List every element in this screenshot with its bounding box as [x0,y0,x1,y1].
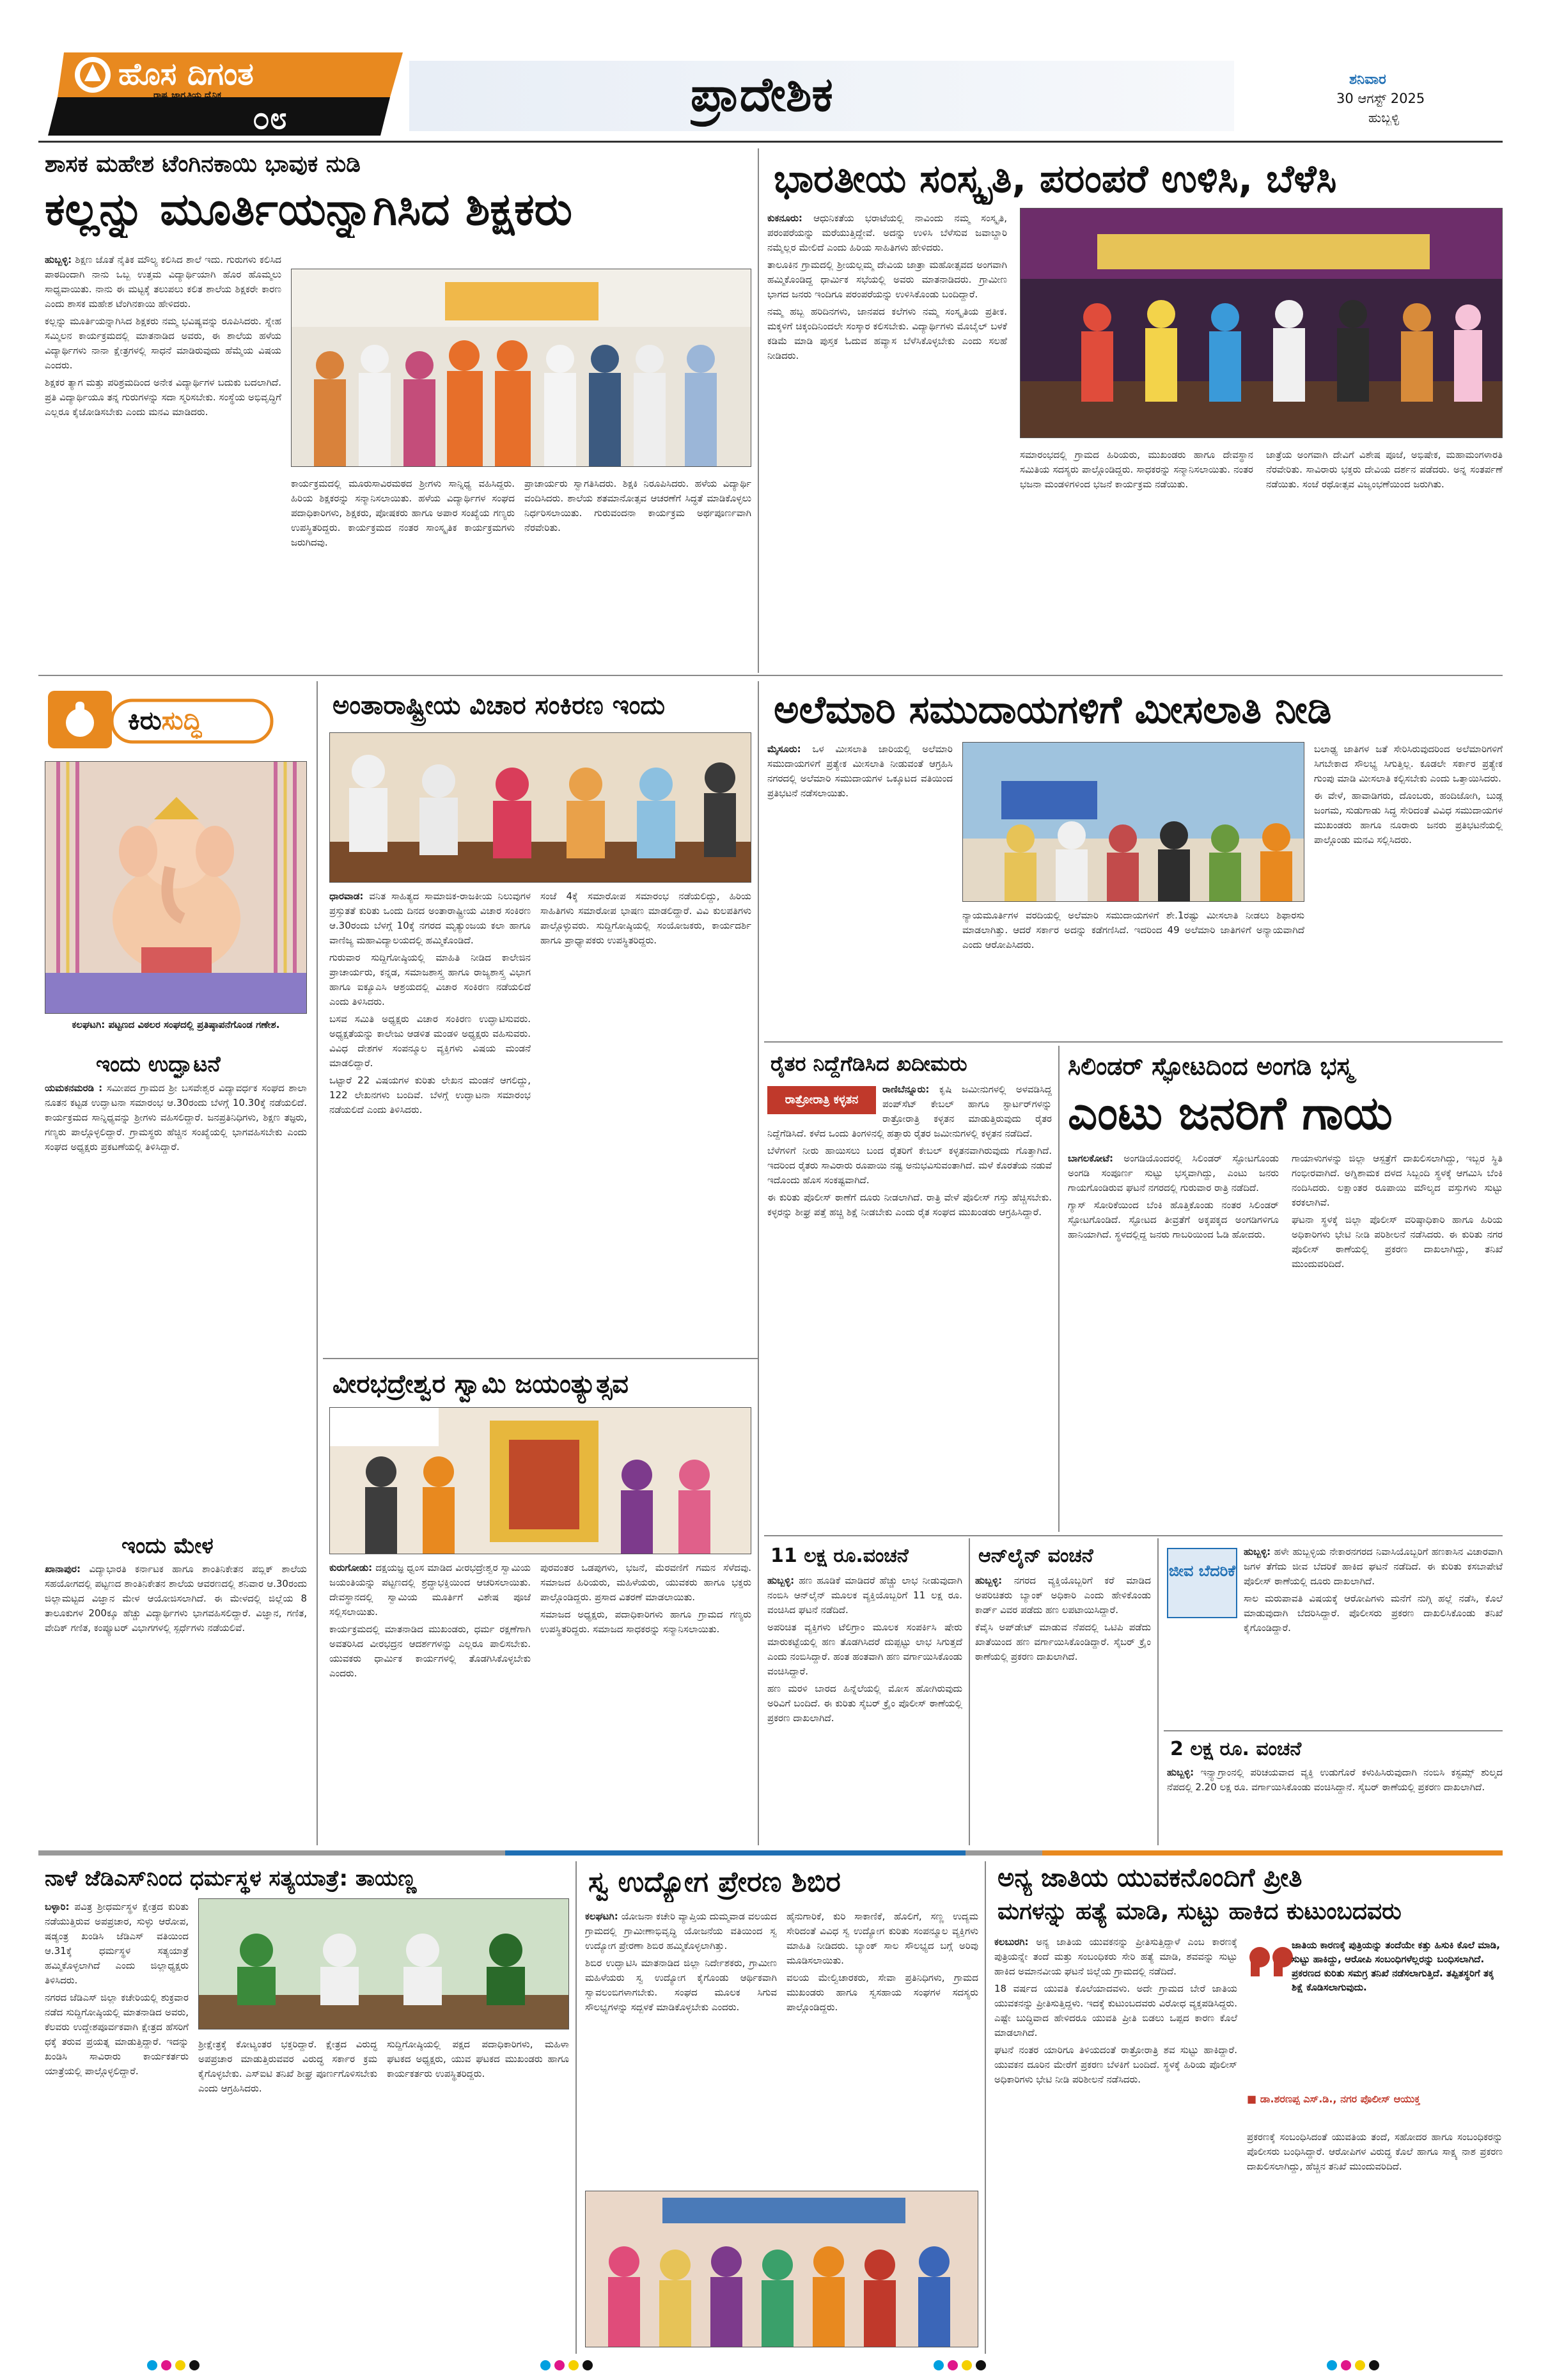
masthead-rule [38,141,1503,143]
s2-col1: ಕುಕನೂರು: ಆಧುನಿಕತೆಯ ಭರಾಟೆಯಲ್ಲಿ ನಾವಿಂದು ನಮ್ಮ ಸಂಸ್ಕೃತಿ, ಪರಂಪರೆಯನ್ನು ಮರೆಯುತ್ತಿದ್ದೇವೆ. ಅದನ್ನು ಉಳಿಸಿ ಬೆಳೆಸುವ ಜವಾಬ್ದಾರಿ ನಮ್ಮೆಲ್ಲರ ಮೇಲಿದೆ ಎಂದು ಹಿರಿಯ ಸಾಹಿತಿಗಳು ಹೇಳಿದರು. ತಾಲೂಕಿನ ಗ್ರಾಮದಲ್ಲಿ ಶ್ರೀಯಲ್ಲಮ್ಮ ದೇವಿಯ ಜಾತ್ರಾ ಮಹೋತ್ಸವದ ಅಂಗವಾಗಿ ಹಮ್ಮಿಕೊಂಡಿದ್ದ ಧಾರ್ಮಿಕ ಸಭೆಯಲ್ಲಿ ಅವರು ಮಾತನಾಡಿದರು. ಗ್ರಾಮೀಣ ಭಾಗದ ಜನರು ಇಂದಿಗೂ ಪರಂಪರೆಯನ್ನು ಉಳಿಸಿಕೊಂಡು ಬಂದಿದ್ದಾರೆ. ನಮ್ಮ ಹಬ್ಬ ಹರಿದಿನಗಳು, ಜಾನಪದ ಕಲೆಗಳು ನಮ್ಮ ಸಂಸ್ಕೃತಿಯ ಪ್ರತೀಕ. ಮಕ್ಕಳಿಗೆ ಚಿಕ್ಕಂದಿನಿಂದಲೇ ಸಂಸ್ಕಾರ ಕಲಿಸಬೇಕು. ವಿದ್ಯಾರ್ಥಿಗಳು ಮೊಬೈಲ್ ಬಳಕೆ ಕಡಿಮೆ ಮಾಡಿ ಪುಸ್ತಕ ಓದುವ ಹವ್ಯಾಸ ಬೆಳೆಸಿಕೊಳ್ಳಬೇಕು ಎಂದು ಸಲಹೆ ನೀಡಿದರು. [767,212,1007,361]
s3-title: ಅಂತಾರಾಷ್ಟ್ರೀಯ ವಿಚಾರ ಸಂಕಿರಣ ಇಂದು [332,691,665,720]
s6-title: ಎಂಟು ಜನರಿಗೆ ಗಾಯ [1068,1086,1393,1140]
s11-dateline: ಹುಬ್ಬಳ್ಳಿ: [1167,1767,1194,1778]
s1-photo-illustration [292,269,751,467]
rule-h3 [764,1041,1503,1043]
rule-h2 [323,1358,758,1359]
s10-box: ಜೀವ ಬೆದರಿಕೆ [1167,1548,1237,1618]
s1-col1: ಹುಬ್ಬಳ್ಳಿ: ಶಿಕ್ಷಣ ಜೊತೆ ನೈತಿಕ ಮೌಲ್ಯ ಕಲಿಸಿದ ಶಾಲೆ ಇದು. ಗುರುಗಳು ಕಲಿಸಿದ ಪಾಠದಿಂದಾಗಿ ನಾನು ಒಬ್ಬ ಉತ್ತಮ ವಿದ್ಯಾರ್ಥಿಯಾಗಿ ಹೊರ ಹೊಮ್ಮಲು ಸಾಧ್ಯವಾಯಿತು. ನಾನು ಈ ಮಟ್ಟಕ್ಕೆ ತಲುಪಲು ಕಲಿತ ಶಾಲೆಯ ಶಿಕ್ಷಕರೇ ಕಾರಣ ಎಂದು ಶಾಸಕ ಮಹೇಶ ಟೆಂಗಿನಕಾಯಿ ಹೇಳಿದರು. ಕಲ್ಲನ್ನು ಮೂರ್ತಿಯನ್ನಾಗಿಸಿದ ಶಿಕ್ಷಕರು ನಮ್ಮ ಭವಿಷ್ಯವನ್ನು ರೂಪಿಸಿದರು. ಸ್ನೇಹ ಸಮ್ಮಿಲನ ಕಾರ್ಯಕ್ರಮದಲ್ಲಿ ಮಾತನಾಡಿದ ಅವರು, ಈ ಶಾಲೆಯ ಹಳೆಯ ವಿದ್ಯಾರ್ಥಿಗಳು ನಾನಾ ಕ್ಷೇತ್ರಗಳಲ್ಲಿ ಸಾಧನೆ ಮಾಡಿರುವುದು ಹೆಮ್ಮೆಯ ವಿಷಯ ಎಂದರು. ಶಿಕ್ಷಕರ ತ್ಯಾಗ ಮತ್ತು ಪರಿಶ್ರಮದಿಂದ ಅನೇಕ ವಿದ್ಯಾರ್ಥಿಗಳ ಬದುಕು ಬದಲಾಗಿದೆ. ಪ್ರತಿ ವಿದ್ಯಾರ್ಥಿಯೂ ತನ್ನ ಗುರುಗಳನ್ನು ಸದಾ ಸ್ಮರಿಸಬೇಕು. ಸಂಸ್ಥೆಯ ಅಭಿವೃದ್ಧಿಗೆ ಎಲ್ಲರೂ ಕೈಜೋಡಿಸಬೇಕು ಎಂದು ಮನವಿ ಮಾಡಿದರು. [45,254,281,418]
s13-title: ಸ್ವ ಉದ್ಯೋಗ ಪ್ರೇರಣ ಶಿಬಿರ [588,1866,841,1898]
s9-title: ಆನ್‌ಲೈನ್ ವಂಚನೆ [978,1545,1093,1567]
s1-col3: ಪ್ರಾಚಾರ್ಯರು ಸ್ವಾಗತಿಸಿದರು. ಶಿಕ್ಷಕಿ ನಿರೂಪಿಸಿದರು. ಹಳೆಯ ವಿದ್ಯಾರ್ಥಿ ವಂದಿಸಿದರು. ಶಾಲೆಯ ಶತಮಾನೋತ್ಸವ ಆಚರಣೆಗೆ ಸಿದ್ಧತೆ ಮಾಡಿಕೊಳ್ಳಲು ನಿರ್ಧರಿಸಲಾಯಿತು. ಗುರುವಂದನಾ ಕಾರ್ಯಕ್ರಮ ಅರ್ಥಪೂರ್ಣವಾಗಿ ನೆರವೇರಿತು. [524,478,751,533]
quote-mark-icon [1247,1938,1298,1983]
s5-box: ರಾತ್ರೋರಾತ್ರಿ ಕಳ್ಳತನ [767,1086,876,1114]
registration-dots-left [147,2360,199,2370]
s14-col2: ಪ್ರಕರಣಕ್ಕೆ ಸಂಬಂಧಿಸಿದಂತೆ ಯುವತಿಯ ತಂದೆ, ಸಹೋದರ ಹಾಗೂ ಸಂಬಂಧಿಕರನ್ನು ಪೊಲೀಸರು ಬಂಧಿಸಿದ್ದಾರೆ. ಆರೋಪಿಗಳ ವಿರುದ್ಧ ಕೊಲೆ ಹಾಗೂ ಸಾಕ್ಷ್ಯ ನಾಶ ಪ್ರಕರಣ ದಾಖಲಿಸಲಾಗಿದ್ದು, ಹೆಚ್ಚಿನ ತನಿಖೆ ಮುಂದುವರಿದಿದೆ. [1247,2131,1503,2172]
registration-dots-mid [540,2360,593,2370]
s10-dateline: ಹುಬ್ಬಳ್ಳಿ: [1244,1546,1271,1557]
s14-dateline: ಕಲಬುರಗಿ: [994,1936,1029,1948]
s7-title: ವೀರಭದ್ರೇಶ್ವರ ಸ್ವಾಮಿ ಜಯಂತ್ಯುತ್ಸವ [332,1369,629,1399]
band-grey-left [38,1850,505,1856]
rule-v6 [1157,1538,1159,1845]
s2-col2: ಸಮಾರಂಭದಲ್ಲಿ ಗ್ರಾಮದ ಹಿರಿಯರು, ಮುಖಂಡರು ಹಾಗೂ ದೇವಸ್ಥಾನ ಸಮಿತಿಯ ಸದಸ್ಯರು ಪಾಲ್ಗೊಂಡಿದ್ದರು. ಸಾಧಕರನ್ನು ಸನ್ಮಾನಿಸಲಾಯಿತು. ನಂತರ ಭಜನಾ ಮಂಡಳಿಗಳಿಂದ ಭಜನೆ ಕಾರ್ಯಕ್ರಮ ನಡೆಯಿತು. [1020,449,1253,490]
s4-dateline: ಮೈಸೂರು: [767,743,801,755]
s3-photo [329,732,751,883]
s7-dateline: ಕುರುಗೋಡು: [329,1562,373,1573]
quote-square-icon: ■ [1247,2093,1260,2105]
day-label: ಶನಿವಾರ [1349,72,1386,88]
rule-v2 [317,681,318,1845]
s11-title: 2 ಲಕ್ಷ ರೂ. ವಂಚನೆ [1170,1738,1302,1760]
s4-photo-illustration [963,743,1304,902]
rule-v8 [985,1861,986,2354]
rule-h5 [1164,1730,1503,1731]
s3-col2: ಸಂಜೆ 4ಕ್ಕೆ ಸಮಾರೋಪ ಸಮಾರಂಭ ನಡೆಯಲಿದ್ದು, ಹಿರಿಯ ಸಾಹಿತಿಗಳು ಸಮಾರೋಪ ಭಾಷಣ ಮಾಡಲಿದ್ದಾರೆ. ವಿವಿ ಕುಲಪತಿಗಳು ಪಾಲ್ಗೊಳ್ಳುವರು. ಸುದ್ದಿಗೋಷ್ಠಿಯಲ್ಲಿ ಸಂಯೋಜಕರು, ಕಾರ್ಯದರ್ಶಿ ಹಾಗೂ ಪ್ರಾಧ್ಯಾಪಕರು ಉಪಸ್ಥಿತರಿದ್ದರು. [540,890,751,946]
s4-col1: ಮೈಸೂರು: ಒಳ ಮೀಸಲಾತಿ ಜಾರಿಯಲ್ಲಿ ಅಲೆಮಾರಿ ಸಮುದಾಯಗಳಿಗೆ ಪ್ರತ್ಯೇಕ ಮೀಸಲಾತಿ ನೀಡುವಂತೆ ಆಗ್ರಹಿಸಿ ನಗರದಲ್ಲಿ ಅಲೆಮಾರಿ ಸಮುದಾಯಗಳ ಒಕ್ಕೂಟದ ವತಿಯಿಂದ ಪ್ರತಿಭಟನೆ ನಡೆಸಲಾಯಿತು. [767,743,953,799]
rule-h4 [764,1535,1503,1536]
kiru-photo [45,761,307,1014]
kiru-caption-place: ಕಲಘಟಗಿ: [72,1019,106,1030]
s1-dateline: ಹುಬ್ಬಳ್ಳಿ: [45,254,72,265]
kiru-label-b: ಸುದ್ಧಿ [161,706,202,736]
s6-kicker: ಸಿಲಿಂಡರ್ ಸ್ಫೋಟದಿಂದ ಅಂಗಡಿ ಭಸ್ಮ [1068,1052,1353,1080]
s4-col3: ಬಲಾಢ್ಯ ಜಾತಿಗಳ ಜತೆ ಸೇರಿಸಿರುವುದರಿಂದ ಅಲೆಮಾರಿಗಳಿಗೆ ಸಿಗಬೇಕಾದ ಸೌಲಭ್ಯ ಸಿಗುತ್ತಿಲ್ಲ. ಕೂಡಲೇ ಸರ್ಕಾರ ಪ್ರತ್ಯೇಕ ಗುಂಪು ಮಾಡಿ ಮೀಸಲಾತಿ ಕಲ್ಪಿಸಬೇಕು ಎಂದು ಒತ್ತಾಯಿಸಿದರು. ಈ ವೇಳೆ, ಹಾವಾಡಿಗರು, ದೊಂಬರು, ಹಂದಿಜೋಗಿ, ಬುಡ್ಗ ಜಂಗಮ, ಸುಡುಗಾಡು ಸಿದ್ಧ ಸೇರಿದಂತೆ ವಿವಿಧ ಸಮುದಾಯಗಳ ಮುಖಂಡರು ಹಾಗೂ ನೂರಾರು ಜನರು ಪ್ರತಿಭಟನೆಯಲ್ಲಿ ಪಾಲ್ಗೊಂಡು ಮನವಿ ಸಲ್ಲಿಸಿದರು. [1314,743,1503,846]
band-orange [1042,1850,1503,1856]
s7-photo [329,1407,751,1554]
s4-col2: ನ್ಯಾಯಮೂರ್ತಿಗಳ ವರದಿಯಲ್ಲಿ ಅಲೆಮಾರಿ ಸಮುದಾಯಗಳಿಗೆ ಶೇ.1ರಷ್ಟು ಮೀಸಲಾತಿ ನೀಡಲು ಶಿಫಾರಸು ಮಾಡಲಾಗಿತ್ತು. ಆದರೆ ಸರ್ಕಾರ ಅದನ್ನು ಕಡೆಗಣಿಸಿದೆ. ಇದರಿಂದ 49 ಅಲೆಮಾರಿ ಜಾತಿಗಳಿಗೆ ಅನ್ಯಾಯವಾಗಿದೆ ಎಂದು ಆರೋಪಿಸಿದರು. [962,910,1304,950]
s13-photo-illustration [586,2191,978,2347]
kiru-h1: ಇಂದು ಉದ್ಘಾಟನೆ [96,1052,221,1077]
s2-photo-illustration [1021,209,1503,438]
logo-text: ಹೊಸ ದಿಗಂತ [118,56,254,92]
kiru-logo [45,688,281,752]
s12-col3: ಸುದ್ದಿಗೋಷ್ಠಿಯಲ್ಲಿ ಪಕ್ಷದ ಪದಾಧಿಕಾರಿಗಳು, ಮಹಿಳಾ ಘಟಕದ ಅಧ್ಯಕ್ಷರು, ಯುವ ಘಟಕದ ಮುಖಂಡರು ಹಾಗೂ ಕಾರ್ಯಕರ್ತರು ಉಪಸ್ಥಿತರಿದ್ದರು. [387,2038,569,2079]
section-title: ಪ್ರಾದೇಶಿಕ [691,67,833,122]
s1-col2: ಕಾರ್ಯಕ್ರಮದಲ್ಲಿ ಮೂರುಸಾವಿರಮಠದ ಶ್ರೀಗಳು ಸಾನ್ನಿಧ್ಯ ವಹಿಸಿದ್ದರು. ಹಿರಿಯ ಶಿಕ್ಷಕರನ್ನು ಸನ್ಮಾನಿಸಲಾಯಿತು. ಹಳೆಯ ವಿದ್ಯಾರ್ಥಿಗಳ ಸಂಘದ ಪದಾಧಿಕಾರಿಗಳು, ಶಿಕ್ಷಕರು, ಪೋಷಕರು ಹಾಗೂ ಅಪಾರ ಸಂಖ್ಯೆಯ ಗಣ್ಯರು ಉಪಸ್ಥಿತರಿದ್ದರು. ಕಾರ್ಯಕ್ರಮದ ನಂತರ ಸಾಂಸ್ಕೃತಿಕ ಕಾರ್ಯಕ್ರಮಗಳು ಜರುಗಿದವು. [291,478,515,548]
s14-quote-box [1247,1938,1503,2124]
s8-title: 11 ಲಕ್ಷ ರೂ.ವಂಚನೆ [770,1545,909,1567]
s5-title: ರೈತರ ನಿದ್ದೆಗೆಡಿಸಿದ ಖದೀಮರು [770,1052,967,1076]
kiru-caption: ಕಲಘಟಗಿ: ಪಟ್ಟಣದ ವಿಠಲರ ಸಂಘದಲ್ಲಿ ಪ್ರತಿಷ್ಠಾಪನೆಗೊಂಡ ಗಣೇಶ. [72,1019,280,1030]
s5-dateline: ರಾಣಿಬೆನ್ನೂರು: [882,1084,930,1095]
s13-col2: ಹೈನುಗಾರಿಕೆ, ಕುರಿ ಸಾಕಾಣಿಕೆ, ಹೊಲಿಗೆ, ಸಣ್ಣ ಉದ್ಯಮ ಸೇರಿದಂತೆ ವಿವಿಧ ಸ್ವ ಉದ್ಯೋಗ ಕುರಿತು ಸಂಪನ್ಮೂಲ ವ್ಯಕ್ತಿಗಳು ಮಾಹಿತಿ ನೀಡಿದರು. ಬ್ಯಾಂಕ್ ಸಾಲ ಸೌಲಭ್ಯದ ಬಗ್ಗೆ ಅರಿವು ಮೂಡಿಸಲಾಯಿತು. ವಲಯ ಮೇಲ್ವಿಚಾರಕರು, ಸೇವಾ ಪ್ರತಿನಿಧಿಗಳು, ಗ್ರಾಮದ ಮುಖಂಡರು ಹಾಗೂ ಸ್ವಸಹಾಯ ಸಂಘಗಳ ಸದಸ್ಯರು ಪಾಲ್ಗೊಂಡಿದ್ದರು. [786,1911,978,2013]
s12-photo [198,1898,569,2029]
kiru-h2: ಇಂದು ಮೇಳ [121,1533,214,1559]
s2-photo [1020,208,1503,438]
s14-title-2: ಮಗಳನ್ನು ಹತ್ಯೆ ಮಾಡಿ, ಸುಟ್ಟು ಹಾಕಿದ ಕುಟುಂಬದವರು [997,1898,1402,1925]
s13-dateline: ಕಲಘಟಗಿ: [585,1911,618,1922]
kiru-t1: ಯಮಕನಮರಡಿ : ಸಮೀಪದ ಗ್ರಾಮದ ಶ್ರೀ ಬಸವೇಶ್ವರ ವಿದ್ಯಾವರ್ಧಕ ಸಂಘದ ಶಾಲಾ ನೂತನ ಕಟ್ಟಡ ಉದ್ಘಾಟನಾ ಸಮಾರಂಭ ಆ.30ರಂದು ಬೆಳಗ್ಗೆ 10.30ಕ್ಕೆ ನಡೆಯಲಿದೆ. ಕಾರ್ಯಕ್ರಮದ ಸಾನ್ನಿಧ್ಯವನ್ನು ಶ್ರೀಗಳು ವಹಿಸಲಿದ್ದಾರೆ. ಜನಪ್ರತಿನಿಧಿಗಳು, ಶಿಕ್ಷಣ ತಜ್ಞರು, ಗಣ್ಯರು ಪಾಲ್ಗೊಳ್ಳಲಿದ್ದಾರೆ. ಗ್ರಾಮಸ್ಥರು ಹೆಚ್ಚಿನ ಸಂಖ್ಯೆಯಲ್ಲಿ ಭಾಗವಹಿಸಬೇಕು ಎಂದು ಸಂಘದ ಅಧ್ಯಕ್ಷರು ಪ್ರಕಟಣೆಯಲ್ಲಿ ತಿಳಿಸಿದ್ದಾರೆ. [45,1082,307,1153]
s6-col1: ಬಾಗಲಕೋಟೆ: ಅಂಗಡಿಯೊಂದರಲ್ಲಿ ಸಿಲಿಂಡರ್ ಸ್ಫೋಟಗೊಂಡು ಅಂಗಡಿ ಸಂಪೂರ್ಣ ಸುಟ್ಟು ಭಸ್ಮವಾಗಿದ್ದು, ಎಂಟು ಜನರು ಗಾಯಗೊಂಡಿರುವ ಘಟನೆ ನಗರದಲ್ಲಿ ಗುರುವಾರ ರಾತ್ರಿ ನಡೆದಿದೆ. ಗ್ಯಾಸ್ ಸೋರಿಕೆಯಿಂದ ಬೆಂಕಿ ಹೊತ್ತಿಕೊಂಡು ನಂತರ ಸಿಲಿಂಡರ್ ಸ್ಫೋಟಗೊಂಡಿದೆ. ಸ್ಫೋಟದ ತೀವ್ರತೆಗೆ ಅಕ್ಕಪಕ್ಕದ ಅಂಗಡಿಗಳಿಗೂ ಹಾನಿಯಾಗಿದೆ. ಸ್ಥಳದಲ್ಲಿದ್ದ ಜನರು ಗಾಬರಿಯಿಂದ ಓಡಿ ಹೋದರು. [1068,1153,1279,1240]
s3-dateline: ಧಾರವಾಡ: [329,890,364,902]
kiru-t2: ಖಾನಾಪುರ: ವಿದ್ಯಾಭಾರತಿ ಕರ್ನಾಟಕ ಹಾಗೂ ಶಾಂತಿನಿಕೇತನ ಪಬ್ಲಿಕ್ ಶಾಲೆಯ ಸಹಯೋಗದಲ್ಲಿ ಪಟ್ಟಣದ ಶಾಂತಿನಿಕೇತನ ಶಾಲೆಯ ಆವರಣದಲ್ಲಿ ಶನಿವಾರ ಆ.30ರಂದು ಜಿಲ್ಲಾಮಟ್ಟದ ವಿಜ್ಞಾನ ಮೇಳ ಆಯೋಜಿಸಲಾಗಿದೆ. ಈ ಮೇಳದಲ್ಲಿ ಜಿಲ್ಲೆಯ 8 ತಾಲೂಕುಗಳ 200ಕ್ಕೂ ಹೆಚ್ಚು ವಿದ್ಯಾರ್ಥಿಗಳು ಭಾಗವಹಿಸಲಿದ್ದಾರೆ. ವಿಜ್ಞಾನ, ಗಣಿತ, ವೇದಿಕ್ ಗಣಿತ, ಕಂಪ್ಯೂಟರ್ ವಿಭಾಗಗಳಲ್ಲಿ ಸ್ಪರ್ಧೆಗಳು ನಡೆಯಲಿವೆ. [45,1563,307,1634]
rule-v1 [758,148,759,673]
kiru-d2: ಖಾನಾಪುರ: [45,1563,81,1575]
rule-v3 [758,681,759,1845]
s7-photo-illustration [330,1408,751,1554]
s12-title: ನಾಳೆ ಜೆಡಿಎಸ್‌ನಿಂದ ಧರ್ಮಸ್ಥಳ ಸತ್ಯಯಾತ್ರೆ: ತಾಯಣ್ಣ [45,1866,417,1891]
s1-kicker: ಶಾಸಕ ಮಹೇಶ ಟೆಂಗಿನಕಾಯಿ ಭಾವುಕ ನುಡಿ [45,151,361,177]
band-grey-mid [966,1850,1042,1856]
rule-v7 [575,1861,577,2354]
s7-col1: ಕುರುಗೋಡು: ದಕ್ಷಯಜ್ಞ ಧ್ವಂಸ ಮಾಡಿದ ವೀರಭದ್ರೇಶ್ವರ ಸ್ವಾಮಿಯ ಜಯಂತಿಯನ್ನು ಪಟ್ಟಣದಲ್ಲಿ ಶ್ರದ್ಧಾಭಕ್ತಿಯಿಂದ ಆಚರಿಸಲಾಯಿತು. ದೇವಸ್ಥಾನದಲ್ಲಿ ಸ್ವಾಮಿಯ ಮೂರ್ತಿಗೆ ವಿಶೇಷ ಪೂಜೆ ಸಲ್ಲಿಸಲಾಯಿತು. ಕಾರ್ಯಕ್ರಮದಲ್ಲಿ ಮಾತನಾಡಿದ ಮುಖಂಡರು, ಧರ್ಮ ರಕ್ಷಣೆಗಾಗಿ ಅವತರಿಸಿದ ವೀರಭದ್ರನ ಆದರ್ಶಗಳನ್ನು ಎಲ್ಲರೂ ಪಾಲಿಸಬೇಕು. ಯುವಕರು ಧಾರ್ಮಿಕ ಕಾರ್ಯಗಳಲ್ಲಿ ತೊಡಗಿಸಿಕೊಳ್ಳಬೇಕು ಎಂದರು. [329,1562,531,1679]
ganesha-illustration [45,762,307,1014]
rule-v4 [1058,1046,1060,1532]
logo-tagline: ರಾಷ್ಟ್ರ ಜಾಗೃತಿಯ ದೈನಿಕ [153,91,221,100]
s10-body: ಹುಬ್ಬಳ್ಳಿ: ಹಳೇ ಹುಬ್ಬಳ್ಳಿಯ ನೇಕಾರನಗರದ ನಿವಾಸಿಯೊಬ್ಬರಿಗೆ ಹಣಕಾಸಿನ ವಿಚಾರವಾಗಿ ಜಗಳ ತೆಗೆದು ಜೀವ ಬೆದರಿಕೆ ಹಾಕಿದ ಘಟನೆ ನಡೆದಿದೆ. ಈ ಕುರಿತು ಕಸಬಾಪೇಟೆ ಪೊಲೀಸ್ ಠಾಣೆಯಲ್ಲಿ ದೂರು ದಾಖಲಾಗಿದೆ. ಸಾಲ ಮರುಪಾವತಿ ವಿಷಯಕ್ಕೆ ಆರೋಪಿಗಳು ಮನೆಗೆ ನುಗ್ಗಿ ಹಲ್ಲೆ ನಡೆಸಿ, ಕೊಲೆ ಮಾಡುವುದಾಗಿ ಬೆದರಿಸಿದ್ದಾರೆ. ಪೊಲೀಸರು ಪ್ರಕರಣ ದಾಖಲಿಸಿಕೊಂಡು ತನಿಖೆ ಕೈಗೊಂಡಿದ್ದಾರೆ. [1244,1546,1503,1634]
s6-dateline: ಬಾಗಲಕೋಟೆ: [1068,1153,1114,1164]
kiru-label-a: ಕಿರು [128,706,162,736]
s11-body: ಹುಬ್ಬಳ್ಳಿ: ಇನ್ಸ್ಟಾಗ್ರಾಂನಲ್ಲಿ ಪರಿಚಯವಾದ ವ್ಯಕ್ತಿ ಉಡುಗೊರೆ ಕಳುಹಿಸಿರುವುದಾಗಿ ನಂಬಿಸಿ ಕಸ್ಟಮ್ಸ್ ಶುಲ್ಕದ ನೆಪದಲ್ಲಿ 2.20 ಲಕ್ಷ ರೂ. ವರ್ಗಾಯಿಸಿಕೊಂಡು ವಂಚಿಸಿದ್ದಾನೆ. ಸೈಬರ್ ಠಾಣೆಯಲ್ಲಿ ಪ್ರಕರಣ ದಾಖಲಾಗಿದೆ. [1167,1767,1503,1793]
s1-title: ಕಲ್ಲನ್ನು ಮೂರ್ತಿಯನ್ನಾಗಿಸಿದ ಶಿಕ್ಷಕರು [45,183,572,235]
s2-col3: ಜಾತ್ರೆಯ ಅಂಗವಾಗಿ ದೇವಿಗೆ ವಿಶೇಷ ಪೂಜೆ, ಅಭಿಷೇಕ, ಮಹಾಮಂಗಳಾರತಿ ನೆರವೇರಿತು. ಸಾವಿರಾರು ಭಕ್ತರು ದೇವಿಯ ದರ್ಶನ ಪಡೆದರು. ಅನ್ನ ಸಂತರ್ಪಣೆ ನಡೆಯಿತು. ಸಂಜೆ ರಥೋತ್ಸವ ವಿಜೃಂಭಣೆಯಿಂದ ಜರುಗಿತು. [1266,449,1503,490]
s12-dateline: ಬಳ್ಳಾರಿ: [45,1901,70,1912]
s14-title-1: ಅನ್ಯ ಜಾತಿಯ ಯುವಕನೊಂದಿಗೆ ಪ್ರೀತಿ [997,1863,1302,1893]
s6-col2: ಗಾಯಾಳುಗಳನ್ನು ಜಿಲ್ಲಾ ಆಸ್ಪತ್ರೆಗೆ ದಾಖಲಿಸಲಾಗಿದ್ದು, ಇಬ್ಬರ ಸ್ಥಿತಿ ಗಂಭೀರವಾಗಿದೆ. ಅಗ್ನಿಶಾಮಕ ದಳದ ಸಿಬ್ಬಂದಿ ಸ್ಥಳಕ್ಕೆ ಆಗಮಿಸಿ ಬೆಂಕಿ ನಂದಿಸಿದರು. ಲಕ್ಷಾಂತರ ರೂಪಾಯಿ ಮೌಲ್ಯದ ವಸ್ತುಗಳು ಸುಟ್ಟು ಕರಕಲಾಗಿವೆ. ಘಟನಾ ಸ್ಥಳಕ್ಕೆ ಜಿಲ್ಲಾ ಪೊಲೀಸ್ ವರಿಷ್ಠಾಧಿಕಾರಿ ಹಾಗೂ ಹಿರಿಯ ಅಧಿಕಾರಿಗಳು ಭೇಟಿ ನೀಡಿ ಪರಿಶೀಲನೆ ನಡೆಸಿದರು. ಈ ಕುರಿತು ನಗರ ಪೊಲೀಸ್ ಠಾಣೆಯಲ್ಲಿ ಪ್ರಕರಣ ದಾಖಲಾಗಿದ್ದು, ತನಿಖೆ ಮುಂದುವರಿದಿದೆ. [1292,1153,1503,1270]
band-blue [505,1850,966,1856]
s2-dateline: ಕುಕನೂರು: [767,212,802,224]
s12-col1: ಬಳ್ಳಾರಿ: ಪವಿತ್ರ ಶ್ರೀಧರ್ಮಸ್ಥಳ ಕ್ಷೇತ್ರದ ಕುರಿತು ನಡೆಯುತ್ತಿರುವ ಅಪಪ್ರಚಾರ, ಸುಳ್ಳು ಆರೋಪ, ಷಡ್ಯಂತ್ರ ಖಂಡಿಸಿ ಜೆಡಿಎಸ್ ವತಿಯಿಂದ ಆ.31ಕ್ಕೆ ಧರ್ಮಸ್ಥಳ ಸತ್ಯಯಾತ್ರೆ ಹಮ್ಮಿಕೊಳ್ಳಲಾಗಿದೆ ಎಂದು ಜಿಲ್ಲಾಧ್ಯಕ್ಷರು ತಿಳಿಸಿದರು. ನಗರದ ಜೆಡಿಎಸ್ ಜಿಲ್ಲಾ ಕಚೇರಿಯಲ್ಲಿ ಶುಕ್ರವಾರ ನಡೆದ ಸುದ್ದಿಗೋಷ್ಠಿಯಲ್ಲಿ ಮಾತನಾಡಿದ ಅವರು, ಕೆಲವರು ಉದ್ದೇಶಪೂರ್ವಕವಾಗಿ ಕ್ಷೇತ್ರದ ಹೆಸರಿಗೆ ಧಕ್ಕೆ ತರುವ ಪ್ರಯತ್ನ ಮಾಡುತ್ತಿದ್ದಾರೆ. ಇದನ್ನು ಖಂಡಿಸಿ ಸಾವಿರಾರು ಕಾರ್ಯಕರ್ತರು ಯಾತ್ರೆಯಲ್ಲಿ ಪಾಲ್ಗೊಳ್ಳಲಿದ್ದಾರೆ. [45,1901,189,2077]
date-label: 30 ಆಗಸ್ಟ್ 2025 [1336,91,1425,106]
s4-title: ಅಲೆಮಾರಿ ಸಮುದಾಯಗಳಿಗೆ ಮೀಸಲಾತಿ ನೀಡಿ [774,688,1332,732]
s3-col1: ಧಾರವಾಡ: ವನಿತ ಸಾಹಿತ್ಯದ ಸಾಮಾಜಿಕ-ರಾಜಕೀಯ ನಿಲುವುಗಳ ಪ್ರಸ್ತುತತೆ ಕುರಿತು ಒಂದು ದಿನದ ಅಂತಾರಾಷ್ಟ್ರೀಯ ವಿಚಾರ ಸಂಕಿರಣ ಆ.30ರಂದು ಬೆಳಗ್ಗೆ 10ಕ್ಕೆ ನಗರದ ಮೃತ್ಯುಂಜಯ ಕಲಾ ಹಾಗೂ ವಾಣಿಜ್ಯ ಮಹಾವಿದ್ಯಾಲಯದಲ್ಲಿ ಹಮ್ಮಿಕೊಂಡಿದೆ. ಗುರುವಾರ ಸುದ್ದಿಗೋಷ್ಠಿಯಲ್ಲಿ ಮಾಹಿತಿ ನೀಡಿದ ಕಾಲೇಜಿನ ಪ್ರಾಚಾರ್ಯರು, ಕನ್ನಡ, ಸಮಾಜಶಾಸ್ತ್ರ ಹಾಗೂ ರಾಜ್ಯಶಾಸ್ತ್ರ ವಿಭಾಗ ಹಾಗೂ ಐಕ್ಯೂಎಸಿ ಆಶ್ರಯದಲ್ಲಿ ವಿಚಾರ ಸಂಕಿರಣ ನಡೆಯಲಿದೆ ಎಂದು ತಿಳಿಸಿದರು. ಬಸವ ಸಮಿತಿ ಅಧ್ಯಕ್ಷರು ವಿಚಾರ ಸಂಕಿರಣ ಉದ್ಘಾಟಿಸುವರು. ಅಧ್ಯಕ್ಷತೆಯನ್ನು ಕಾಲೇಜು ಆಡಳಿತ ಮಂಡಳಿ ಅಧ್ಯಕ್ಷರು ವಹಿಸುವರು. ವಿವಿಧ ದೇಶಗಳ ಸಂಪನ್ಮೂಲ ವ್ಯಕ್ತಿಗಳು ವಿಷಯ ಮಂಡನೆ ಮಾಡಲಿದ್ದಾರೆ. ಒಟ್ಟಾರೆ 22 ವಿಷಯಗಳ ಕುರಿತು ಲೇಖನ ಮಂಡನೆ ಆಗಲಿದ್ದು, 122 ಲೇಖನಗಳು ಬಂದಿವೆ. ಬೆಳಗ್ಗೆ ಉದ್ಘಾಟನಾ ಸಮಾರಂಭ ನಡೆಯಲಿದೆ ಎಂದು ತಿಳಿಸಿದರು. [329,890,531,1115]
s12-photo-illustration [199,1899,569,2029]
s3-photo-illustration [330,733,751,883]
page-number: ೦೮ [253,100,287,136]
s13-photo [585,2191,978,2347]
s13-col1: ಕಲಘಟಗಿ: ಯೋಜನಾ ಕಚೇರಿ ವ್ಯಾಪ್ತಿಯ ದುಮ್ಮವಾಡ ವಲಯದ ಗ್ರಾಮದಲ್ಲಿ ಗ್ರಾಮೀಣಾಭಿವೃದ್ಧಿ ಯೋಜನೆಯ ವತಿಯಿಂದ ಸ್ವ ಉದ್ಯೋಗ ಪ್ರೇರಣಾ ಶಿಬಿರ ಹಮ್ಮಿಕೊಳ್ಳಲಾಗಿತ್ತು. ಶಿಬಿರ ಉದ್ಘಾಟಿಸಿ ಮಾತನಾಡಿದ ಜಿಲ್ಲಾ ನಿರ್ದೇಶಕರು, ಗ್ರಾಮೀಣ ಮಹಿಳೆಯರು ಸ್ವ ಉದ್ಯೋಗ ಕೈಗೊಂಡು ಆರ್ಥಿಕವಾಗಿ ಸ್ವಾವಲಂಬಿಗಳಾಗಬೇಕು. ಸಂಘದ ಮೂಲಕ ಸಿಗುವ ಸೌಲಭ್ಯಗಳನ್ನು ಸದ್ಬಳಕೆ ಮಾಡಿಕೊಳ್ಳಬೇಕು ಎಂದರು. [585,1911,777,2013]
s9-dateline: ಹುಬ್ಬಳ್ಳಿ: [975,1575,1003,1586]
s12-col2: ಶ್ರೀಕ್ಷೇತ್ರಕ್ಕೆ ಕೋಟ್ಯಂತರ ಭಕ್ತರಿದ್ದಾರೆ. ಕ್ಷೇತ್ರದ ವಿರುದ್ಧ ಅಪಪ್ರಚಾರ ಮಾಡುತ್ತಿರುವವರ ವಿರುದ್ಧ ಸರ್ಕಾರ ಕ್ರಮ ಕೈಗೊಳ್ಳಬೇಕು. ಎಸ್‌ಐಟಿ ತನಿಖೆ ಶೀಘ್ರ ಪೂರ್ಣಗೊಳಿಸಬೇಕು ಎಂದು ಆಗ್ರಹಿಸಿದರು. [198,2038,377,2094]
s9-body: ಹುಬ್ಬಳ್ಳಿ: ನಗರದ ವ್ಯಕ್ತಿಯೊಬ್ಬರಿಗೆ ಕರೆ ಮಾಡಿದ ಅಪರಿಚಿತರು ಬ್ಯಾಂಕ್ ಅಧಿಕಾರಿ ಎಂದು ಹೇಳಿಕೊಂಡು ಕಾರ್ಡ್ ವಿವರ ಪಡೆದು ಹಣ ಲಪಟಾಯಿಸಿದ್ದಾರೆ. ಕೆವೈಸಿ ಅಪ್‌ಡೇಟ್ ಮಾಡುವ ನೆಪದಲ್ಲಿ ಒಟಿಪಿ ಪಡೆದು ಖಾತೆಯಿಂದ ಹಣ ವರ್ಗಾಯಿಸಿಕೊಂಡಿದ್ದಾರೆ. ಸೈಬರ್ ಕ್ರೈಂ ಠಾಣೆಯಲ್ಲಿ ಪ್ರಕರಣ ದಾಖಲಾಗಿದೆ. [975,1575,1151,1662]
rule-h1 [38,675,1503,676]
s7-col2: ಪುರವಂತರ ಒಡಪುಗಳು, ಭಜನೆ, ಮೆರವಣಿಗೆ ಗಮನ ಸೆಳೆದವು. ಸಮಾಜದ ಹಿರಿಯರು, ಮಹಿಳೆಯರು, ಯುವಕರು ಹಾಗೂ ಭಕ್ತರು ಪಾಲ್ಗೊಂಡಿದ್ದರು. ಪ್ರಸಾದ ವಿತರಣೆ ಮಾಡಲಾಯಿತು. ಸಮಾಜದ ಅಧ್ಯಕ್ಷರು, ಪದಾಧಿಕಾರಿಗಳು ಹಾಗೂ ಗ್ರಾಮದ ಗಣ್ಯರು ಉಪಸ್ಥಿತರಿದ್ದರು. ಸಮಾಜದ ಸಾಧಕರನ್ನು ಸನ್ಮಾನಿಸಲಾಯಿತು. [540,1562,751,1635]
s8-dateline: ಹುಬ್ಬಳ್ಳಿ: [767,1575,795,1586]
s14-quote-by: ■ ಡಾ.ಶರಣಪ್ಪ ಎಸ್.ಡಿ., ನಗರ ಪೊಲೀಸ್ ಆಯುಕ್ತ [1247,2093,1420,2105]
city-label: ಹುಬ್ಬಳ್ಳಿ [1368,110,1400,125]
s14-quote: ಜಾತಿಯ ಕಾರಣಕ್ಕೆ ಪುತ್ರಿಯನ್ನು ತಂದೆಯೇ ಕತ್ತು ಹಿಸುಕಿ ಕೊಲೆ ಮಾಡಿ, ಸುಟ್ಟು ಹಾಕಿದ್ದು, ಆರೋಪಿ ಸಂಬಂಧಿಗಳೆಲ್ಲರನ್ನು ಬಂಧಿಸಲಾಗಿದೆ. ಪ್ರಕರಣದ ಕುರಿತು ಸಮಗ್ರ ತನಿಖೆ ನಡೆಸಲಾಗುತ್ತಿದೆ. ತಪ್ಪಿತಸ್ಥರಿಗೆ ತಕ್ಕ ಶಿಕ್ಷೆ ಕೊಡಿಸಲಾಗುವುದು. [1292,1939,1500,1993]
masthead-logo [45,46,409,142]
rule-v5 [969,1538,970,1845]
s1-photo [291,269,751,467]
s5-body: ರಾತ್ರೋರಾತ್ರಿ ಕಳ್ಳತನ ರಾಣಿಬೆನ್ನೂರು: ಕೃಷಿ ಜಮೀನುಗಳಲ್ಲಿ ಅಳವಡಿಸಿದ್ದ ಪಂಪ್‌ಸೆಟ್ ಕೇಬಲ್ ಹಾಗೂ ಸ್ಟಾರ್ಟರ್‌ಗಳನ್ನು ರಾತ್ರೋರಾತ್ರಿ ಕಳ್ಳತನ ಮಾಡುತ್ತಿರುವುದು ರೈತರ ನಿದ್ದೆಗೆಡಿಸಿದೆ. ಕಳೆದ ಒಂದು ತಿಂಗಳಿನಲ್ಲಿ ಹತ್ತಾರು ರೈತರ ಜಮೀನುಗಳಲ್ಲಿ ಕಳ್ಳತನ ನಡೆದಿದೆ. ಬೆಳೆಗಳಿಗೆ ನೀರು ಹಾಯಿಸಲು ಬಂದ ರೈತರಿಗೆ ಕೇಬಲ್ ಕಳ್ಳತನವಾಗಿರುವುದು ಗೊತ್ತಾಗಿದೆ. ಇದರಿಂದ ರೈತರು ಸಾವಿರಾರು ರೂಪಾಯಿ ನಷ್ಟ ಅನುಭವಿಸುವಂತಾಗಿದೆ. ಮಳೆ ಕೊರತೆಯ ನಡುವೆ ಇದೊಂದು ಹೊಸ ಸಂಕಷ್ಟವಾಗಿದೆ. ಈ ಕುರಿತು ಪೊಲೀಸ್ ಠಾಣೆಗೆ ದೂರು ನೀಡಲಾಗಿದೆ. ರಾತ್ರಿ ವೇಳೆ ಪೊಲೀಸ್ ಗಸ್ತು ಹೆಚ್ಚಿಸಬೇಕು. ಕಳ್ಳರನ್ನು ಶೀಘ್ರ ಪತ್ತೆ ಹಚ್ಚಿ ಶಿಕ್ಷೆ ನೀಡಬೇಕು ಎಂದು ರೈತ ಸಂಘದ ಮುಖಂಡರು ಆಗ್ರಹಿಸಿದ್ದಾರೆ. [767,1084,1052,1218]
kiru-d1: ಯಮಕನಮರಡಿ : [45,1082,103,1094]
s14-col1: ಕಲಬುರಗಿ: ಅನ್ಯ ಜಾತಿಯ ಯುವಕನನ್ನು ಪ್ರೀತಿಸುತ್ತಿದ್ದಾಳೆ ಎಂಬ ಕಾರಣಕ್ಕೆ ಪುತ್ರಿಯನ್ನೇ ತಂದೆ ಮತ್ತು ಸಂಬಂಧಿಕರು ಸೇರಿ ಹತ್ಯೆ ಮಾಡಿ, ಶವವನ್ನು ಸುಟ್ಟು ಹಾಕಿದ ಅಮಾನವೀಯ ಘಟನೆ ಜಿಲ್ಲೆಯ ಗ್ರಾಮದಲ್ಲಿ ನಡೆದಿದೆ. 18 ವರ್ಷದ ಯುವತಿ ಕೊಲೆಯಾದವಳು. ಅದೇ ಗ್ರಾಮದ ಬೇರೆ ಜಾತಿಯ ಯುವಕನನ್ನು ಪ್ರೀತಿಸುತ್ತಿದ್ದಳು. ಇದಕ್ಕೆ ಕುಟುಂಬದವರು ವಿರೋಧ ವ್ಯಕ್ತಪಡಿಸಿದ್ದರು. ಎಷ್ಟೇ ಬುದ್ಧಿವಾದ ಹೇಳಿದರೂ ಯುವತಿ ಪ್ರೀತಿ ಬಿಡಲು ಒಪ್ಪದ ಕಾರಣ ಕೊಲೆ ಮಾಡಲಾಗಿದೆ. ಘಟನೆ ನಂತರ ಯಾರಿಗೂ ತಿಳಿಯದಂತೆ ರಾತ್ರೋರಾತ್ರಿ ಶವ ಸುಟ್ಟು ಹಾಕಿದ್ದಾರೆ. ಯುವಕನ ದೂರಿನ ಮೇರೆಗೆ ಪ್ರಕರಣ ಬೆಳಕಿಗೆ ಬಂದಿದೆ. ಸ್ಥಳಕ್ಕೆ ಹಿರಿಯ ಪೊಲೀಸ್ ಅಧಿಕಾರಿಗಳು ಭೇಟಿ ನೀಡಿ ಪರಿಶೀಲನೆ ನಡೆಸಿದರು. [994,1936,1237,2085]
registration-dots-center [934,2360,986,2370]
s2-title: ಭಾರತೀಯ ಸಂಸ್ಕೃತಿ, ಪರಂಪರೆ ಉಳಿಸಿ, ಬೆಳೆಸಿ [774,157,1337,201]
s8-body: ಹುಬ್ಬಳ್ಳಿ: ಹಣ ಹೂಡಿಕೆ ಮಾಡಿದರೆ ಹೆಚ್ಚು ಲಾಭ ನೀಡುವುದಾಗಿ ನಂಬಿಸಿ ಆನ್‌ಲೈನ್ ಮೂಲಕ ವ್ಯಕ್ತಿಯೊಬ್ಬರಿಗೆ 11 ಲಕ್ಷ ರೂ. ವಂಚಿಸಿದ ಘಟನೆ ನಡೆದಿದೆ. ಅಪರಿಚಿತ ವ್ಯಕ್ತಿಗಳು ಟೆಲಿಗ್ರಾಂ ಮೂಲಕ ಸಂಪರ್ಕಿಸಿ ಷೇರು ಮಾರುಕಟ್ಟೆಯಲ್ಲಿ ಹಣ ತೊಡಗಿಸಿದರೆ ದುಪ್ಪಟ್ಟು ಲಾಭ ಸಿಗುತ್ತದೆ ಎಂದು ನಂಬಿಸಿದ್ದಾರೆ. ಹಂತ ಹಂತವಾಗಿ ಹಣ ವರ್ಗಾಯಿಸಿಕೊಂಡು ವಂಚಿಸಿದ್ದಾರೆ. ಹಣ ಮರಳಿ ಬಾರದ ಹಿನ್ನೆಲೆಯಲ್ಲಿ ಮೋಸ ಹೋಗಿರುವುದು ಅರಿವಿಗೆ ಬಂದಿದೆ. ಈ ಕುರಿತು ಸೈಬರ್ ಕ್ರೈಂ ಪೊಲೀಸ್ ಠಾಣೆಯಲ್ಲಿ ಪ್ರಕರಣ ದಾಖಲಾಗಿದೆ. [767,1575,962,1724]
registration-dots-right [1327,2360,1379,2370]
s4-photo [962,742,1304,902]
